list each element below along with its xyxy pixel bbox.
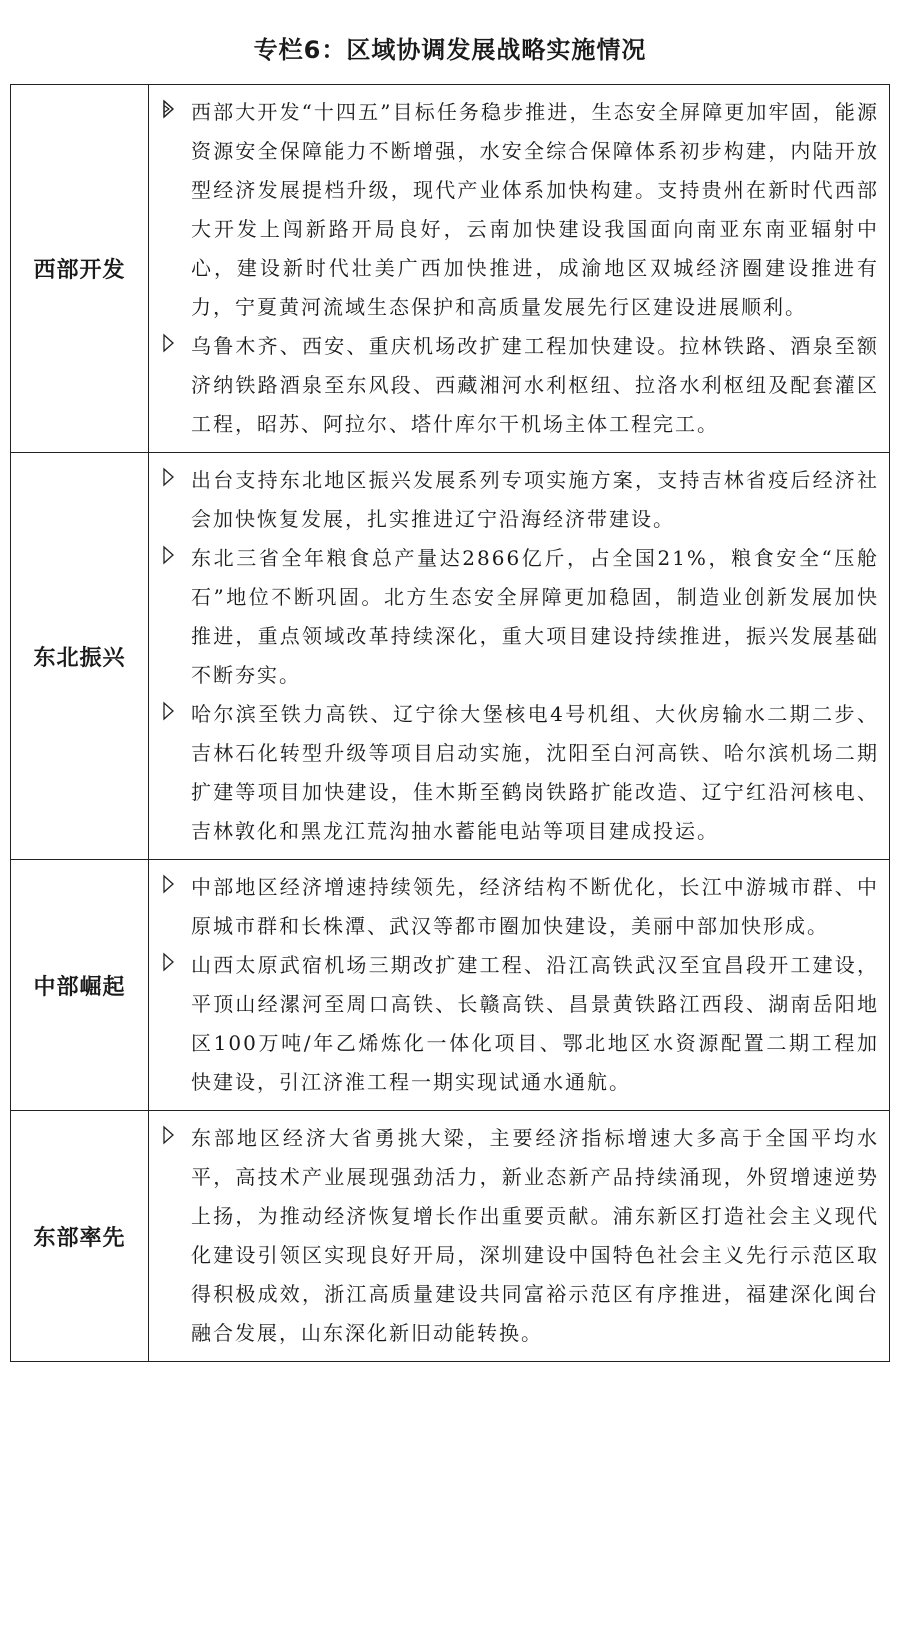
item-text: 东部地区经济大省勇挑大梁，主要经济指标增速大多高于全国平均水平，高技术产业展现强劲活力，新业态新产品持续涌现，外贸增速逆势上扬，为推动经济恢复增长作出重要贡献。浦东新区打造社会主义现代化建设引领区实现良好开局，深圳建设中国特色社会主义先行示范区取得积极成效，浙江高质量建设共同富裕示范区有序推进，福建深化闽台融合发展，山东深化新旧动能转换。 <box>191 1126 879 1345</box>
arrow-bullet-icon <box>161 1119 191 1145</box>
list-item <box>161 946 879 1102</box>
item-text: 东北三省全年粮食总产量达2866亿斤，占全国21%，粮食安全“压舱石”地位不断巩固。北方生态安全屏障更加稳固，制造业创新发展加快推进，重点领域改革持续深化，重大项目建设持续推进，振兴发展基础不断夯实。 <box>191 546 879 687</box>
item-text: 西部大开发“十四五”目标任务稳步推进，生态安全屏障更加牢固，能源资源安全保障能力不断增强，水安全综合保障体系初步构建，内陆开放型经济发展提档升级，现代产业体系加快构建。支持贵州在新时代西部大开发上闯新路开局良好，云南加快建设我国面向南亚东南亚辐射中心，建设新时代壮美广西加快推进，成渝地区双城经济圈建设推进有力，宁夏黄河流域生态保护和高质量发展先行区建设进展顺利。 <box>191 100 879 319</box>
item-text: 哈尔滨至铁力高铁、辽宁徐大堡核电4号机组、大伙房输水二期二步、吉林石化转型升级等项目启动实施，沈阳至白河高铁、哈尔滨机场二期扩建等项目加快建设，佳木斯至鹤岗铁路扩能改造、辽宁红沿河核电、吉林敦化和黑龙江荒沟抽水蓄能电站等项目建成投运。 <box>191 702 879 843</box>
row-label: 东北振兴 <box>11 453 149 860</box>
arrow-bullet-icon <box>161 868 191 894</box>
arrow-bullet-icon <box>161 695 191 721</box>
box-title: 专栏6：区域协调发展战略实施情况 <box>253 36 647 64</box>
row-content <box>149 453 890 860</box>
row-label: 中部崛起 <box>11 860 149 1111</box>
list-item <box>161 695 879 851</box>
arrow-bullet-icon <box>161 461 191 487</box>
table-row <box>11 860 890 1111</box>
row-label: 西部开发 <box>11 85 149 453</box>
arrow-bullet-icon <box>161 327 191 353</box>
strategy-table <box>10 84 890 1362</box>
list-item <box>161 539 879 695</box>
list-item <box>161 1119 879 1353</box>
list-item <box>161 868 879 946</box>
table-row <box>11 1111 890 1362</box>
row-label: 东部率先 <box>11 1111 149 1362</box>
item-text: 中部地区经济增速持续领先，经济结构不断优化，长江中游城市群、中原城市群和长株潭、武汉等都市圈加快建设，美丽中部加快形成。 <box>191 875 879 938</box>
list-item <box>161 327 879 444</box>
item-text: 乌鲁木齐、西安、重庆机场改扩建工程加快建设。拉林铁路、酒泉至额济纳铁路酒泉至东风段、西藏湘河水利枢纽、拉洛水利枢纽及配套灌区工程，昭苏、阿拉尔、塔什库尔干机场主体工程完工。 <box>191 334 879 436</box>
table-row <box>11 453 890 860</box>
arrow-bullet-icon <box>161 93 191 119</box>
row-content <box>149 85 890 453</box>
list-item <box>161 461 879 539</box>
arrow-bullet-icon <box>161 946 191 972</box>
row-content <box>149 860 890 1111</box>
table-row <box>11 85 890 453</box>
arrow-bullet-icon <box>161 539 191 565</box>
item-text: 出台支持东北地区振兴发展系列专项实施方案，支持吉林省疫后经济社会加快恢复发展，扎实推进辽宁沿海经济带建设。 <box>191 468 879 531</box>
row-content <box>149 1111 890 1362</box>
list-item <box>161 93 879 327</box>
item-text: 山西太原武宿机场三期改扩建工程、沿江高铁武汉至宜昌段开工建设，平顶山经漯河至周口高铁、长赣高铁、昌景黄铁路江西段、湖南岳阳地区100万吨/年乙烯炼化一体化项目、鄂北地区水资源配置二期工程加快建设，引江济淮工程一期实现试通水通航。 <box>191 953 879 1094</box>
